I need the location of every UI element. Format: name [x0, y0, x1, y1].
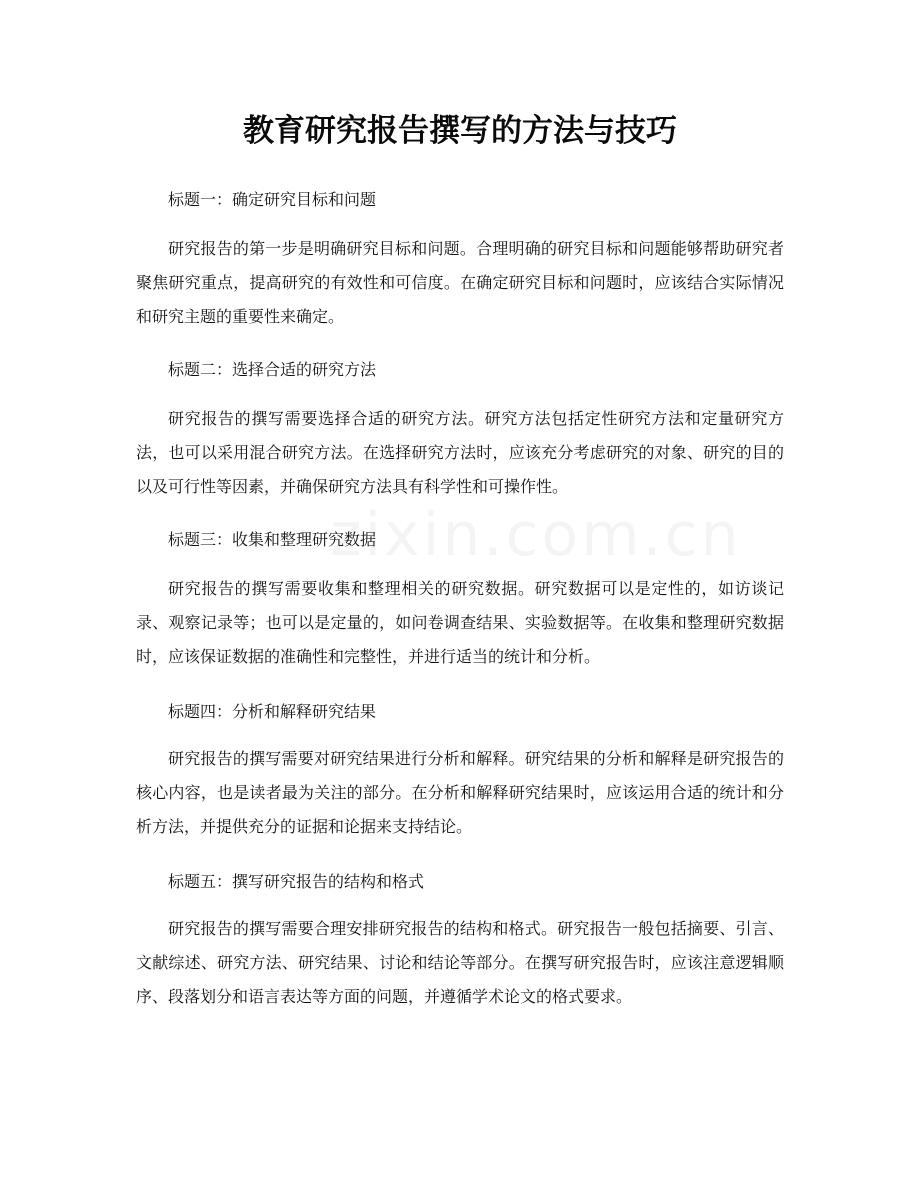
section-body-2: 研究报告的撰写需要选择合适的研究方法。研究方法包括定性研究方法和定量研究方法，也可以采用混合研究方法。在选择研究方法时，应该充分考虑研究的对象、研究的目的以及可行性等因素，并确保研究方法具有科学性和可操作性。 [136, 409, 784, 496]
section-heading-1: 标题一：确定研究目标和问题 [168, 190, 377, 209]
section-heading-2: 标题二：选择合适的研究方法 [168, 360, 377, 379]
section-heading-4: 标题四：分析和解释研究结果 [168, 702, 377, 721]
section-body-4: 研究报告的撰写需要对研究结果进行分析和解释。研究结果的分析和解释是研究报告的核心内容，也是读者最为关注的部分。在分析和解释研究结果时，应该运用合适的统计和分析方法，并提供充分的证据和论据来支持结论。 [136, 749, 784, 836]
watermark [330, 500, 742, 570]
section-heading-3: 标题三：收集和整理研究数据 [168, 530, 377, 549]
section-body-5: 研究报告的撰写需要合理安排研究报告的结构和格式。研究报告一般包括摘要、引言、文献综述、研究方法、研究结果、讨论和结论等部分。在撰写研究报告时，应该注意逻辑顺序、段落划分和语言表达等方面的问题，并遵循学术论文的格式要求。 [136, 919, 784, 1006]
document-title: 教育研究报告撰写的方法与技巧 [243, 113, 677, 149]
section-body-1: 研究报告的第一步是明确研究目标和问题。合理明确的研究目标和问题能够帮助研究者聚焦研究重点，提高研究的有效性和可信度。在确定研究目标和问题时，应该结合实际情况和研究主题的重要性来确定。 [136, 239, 784, 326]
section-body-3: 研究报告的撰写需要收集和整理相关的研究数据。研究数据可以是定性的，如访谈记录、观察记录等；也可以是定量的，如问卷调查结果、实验数据等。在收集和整理研究数据时，应该保证数据的准确性和完整性，并进行适当的统计和分析。 [136, 579, 784, 666]
section-heading-5: 标题五：撰写研究报告的结构和格式 [168, 872, 425, 891]
